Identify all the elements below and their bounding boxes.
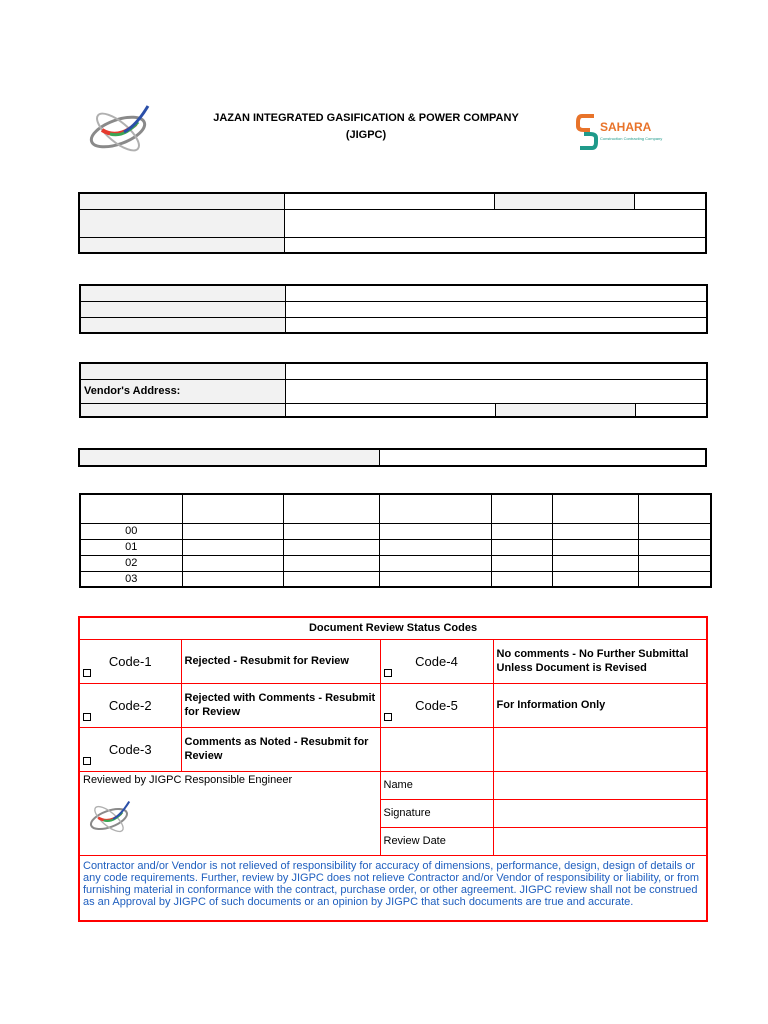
signature-label: Signature (380, 799, 493, 827)
vendor-info-cell (80, 363, 285, 379)
sahara-wordmark: SAHARA (600, 120, 652, 134)
revision-cell[interactable] (379, 523, 491, 539)
revision-cell[interactable] (638, 571, 711, 587)
revision-cell[interactable] (283, 571, 379, 587)
code-2-option[interactable] (79, 683, 181, 727)
revision-header-cell (552, 494, 638, 523)
review-date-label: Review Date (380, 827, 493, 855)
code-1-option[interactable] (79, 639, 181, 683)
code-1-label: Code-1 (108, 653, 152, 669)
table-row (80, 539, 711, 555)
sahara-mark-icon (576, 114, 598, 150)
code-5-label: Code-5 (415, 697, 458, 713)
reviewer-label: Reviewed by JIGPC Responsible Engineer (83, 773, 293, 786)
revision-header-cell (182, 494, 283, 523)
revision-header-cell (379, 494, 491, 523)
table-row (80, 555, 711, 571)
contract-info-cell (80, 317, 285, 333)
revision-cell[interactable] (491, 571, 552, 587)
code-2-checkbox[interactable] (83, 713, 91, 721)
sahara-subtitle: Construction Contracting Company (600, 136, 663, 141)
code-2-description: Rejected with Comments - Resubmit for Review (181, 683, 380, 727)
jigpc-logo-small (86, 794, 136, 840)
disclaimer-text: Contractor and/or Vendor is not relieved of responsibility for accuracy of dimensions, performance, design, design of details or any code requirements. Further, review by JIGPC does not relieve Contractor and/or Vendor of responsibility or liability, or from furnishing material in conformance with the contract, purchase order, or other agreement. JIGPC review shall not be construed as an Approval by JIGPC of such documents or an opinion by JIGPC that such documents are true and accurate. (79, 855, 707, 921)
signature-field[interactable] (493, 799, 707, 827)
code-1-description: Rejected - Resubmit for Review (181, 639, 380, 683)
name-label: Name (380, 771, 493, 799)
name-field[interactable] (493, 771, 707, 799)
contract-info-cell (80, 301, 285, 317)
revision-cell[interactable] (491, 555, 552, 571)
revision-cell[interactable] (283, 555, 379, 571)
jigpc-logo (84, 96, 158, 162)
contract-info-cell[interactable] (285, 301, 707, 317)
revision-cell[interactable] (638, 555, 711, 571)
revision-cell[interactable] (379, 555, 491, 571)
contract-info-cell[interactable] (285, 317, 707, 333)
company-abbrev: (JIGPC) (345, 129, 387, 141)
revision-cell[interactable] (379, 539, 491, 555)
revision-cell[interactable] (182, 539, 283, 555)
vendor-info-cell (80, 403, 285, 417)
contract-info-cell[interactable] (285, 285, 707, 301)
vendor-info-cell (495, 403, 635, 417)
contract-info-table (79, 284, 708, 334)
revision-number: 01 (80, 539, 182, 555)
code-5-description: For Information Only (493, 683, 707, 727)
revision-cell[interactable] (552, 571, 638, 587)
revision-cell[interactable] (491, 523, 552, 539)
doc-info-cell[interactable] (284, 209, 706, 237)
document-info-table (78, 192, 707, 254)
code-3-checkbox[interactable] (83, 757, 91, 765)
vendor-info-table (79, 362, 708, 418)
code-3-description: Comments as Noted - Resubmit for Review (181, 727, 380, 771)
revision-header-cell (638, 494, 711, 523)
table-row (80, 571, 711, 587)
revision-cell[interactable] (283, 523, 379, 539)
single-row-cell[interactable] (379, 449, 706, 466)
doc-info-cell[interactable] (634, 193, 706, 209)
review-status-table (78, 616, 708, 922)
revision-cell[interactable] (283, 539, 379, 555)
vendor-info-cell[interactable] (635, 403, 707, 417)
code-4-description: No comments - No Further Submittal Unless Document is Revised (493, 639, 707, 683)
vendor-address-label: Vendor's Address: (80, 379, 285, 403)
vendor-info-cell[interactable] (285, 363, 707, 379)
empty-cell (493, 727, 707, 771)
table-row (80, 523, 711, 539)
revision-cell[interactable] (638, 539, 711, 555)
code-3-option[interactable] (79, 727, 181, 771)
doc-info-cell (79, 193, 284, 209)
code-4-label: Code-4 (415, 653, 458, 669)
revision-cell[interactable] (182, 571, 283, 587)
company-name: JAZAN INTEGRATED GASIFICATION & POWER COMPANY (213, 112, 519, 124)
revision-number: 03 (80, 571, 182, 587)
code-3-label: Code-3 (108, 741, 152, 757)
sahara-logo (576, 112, 666, 152)
code-4-option[interactable] (380, 639, 493, 683)
single-row-table (78, 448, 707, 467)
doc-info-cell[interactable] (284, 193, 494, 209)
revision-cell[interactable] (182, 523, 283, 539)
status-title: Document Review Status Codes (79, 617, 707, 639)
revision-cell[interactable] (552, 555, 638, 571)
doc-info-cell (79, 209, 284, 237)
empty-cell (380, 727, 493, 771)
revision-cell[interactable] (552, 523, 638, 539)
revision-header-cell (491, 494, 552, 523)
single-row-cell (79, 449, 379, 466)
revision-table (79, 493, 712, 588)
doc-info-cell (494, 193, 634, 209)
code-1-checkbox[interactable] (83, 669, 91, 677)
revision-number: 02 (80, 555, 182, 571)
review-date-field[interactable] (493, 827, 707, 855)
code-2-label: Code-2 (108, 697, 152, 713)
revision-cell[interactable] (552, 539, 638, 555)
code-5-checkbox[interactable] (384, 713, 392, 721)
contract-info-cell (80, 285, 285, 301)
revision-cell[interactable] (491, 539, 552, 555)
doc-info-cell (79, 237, 284, 253)
revision-header-cell (80, 494, 182, 523)
revision-cell[interactable] (182, 555, 283, 571)
revision-number: 00 (80, 523, 182, 539)
code-4-checkbox[interactable] (384, 669, 392, 677)
revision-cell[interactable] (379, 571, 491, 587)
vendor-info-cell[interactable] (285, 403, 495, 417)
code-5-option[interactable] (380, 683, 493, 727)
revision-cell[interactable] (638, 523, 711, 539)
vendor-address-field[interactable] (285, 379, 707, 403)
doc-info-cell[interactable] (284, 237, 706, 253)
revision-header-cell (283, 494, 379, 523)
company-title (170, 110, 562, 144)
